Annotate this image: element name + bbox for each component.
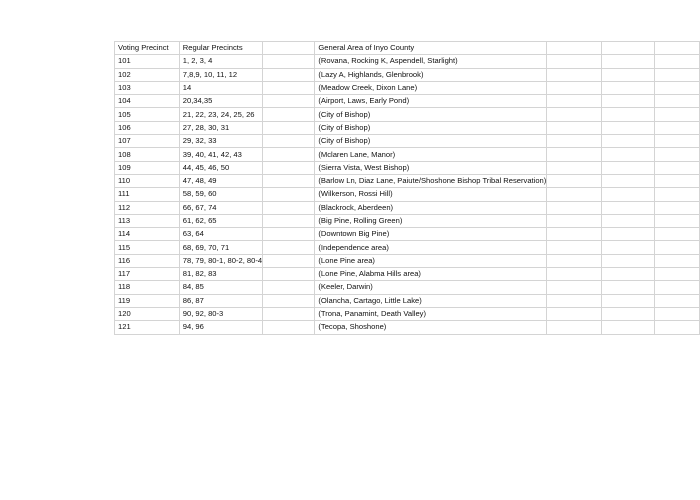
- voting-precinct-cell: 108: [115, 148, 180, 161]
- voting-precinct-cell: 117: [115, 268, 180, 281]
- empty-cell: [602, 281, 655, 294]
- voting-precinct-cell: 112: [115, 201, 180, 214]
- table-row: [115, 214, 700, 227]
- general-area-cell: (Big Pine, Rolling Green): [315, 214, 547, 227]
- regular-precincts-cell: 20,34,35: [179, 95, 262, 108]
- empty-cell: [602, 201, 655, 214]
- empty-cell: [263, 81, 315, 94]
- empty-cell: [547, 108, 602, 121]
- general-area-cell: (Lazy A, Highlands, Glenbrook): [315, 68, 547, 81]
- empty-cell: [547, 68, 602, 81]
- voting-precinct-cell: 119: [115, 294, 180, 307]
- empty-cell: [547, 42, 602, 55]
- empty-cell: [602, 68, 655, 81]
- empty-cell: [263, 294, 315, 307]
- voting-precinct-cell: 120: [115, 307, 180, 320]
- table-row: [115, 321, 700, 334]
- empty-cell: [263, 281, 315, 294]
- precinct-table: [114, 41, 700, 335]
- empty-cell: [547, 135, 602, 148]
- empty-cell: [263, 201, 315, 214]
- general-area-cell: (Trona, Panamint, Death Valley): [315, 307, 547, 320]
- regular-precincts-cell: 29, 32, 33: [179, 135, 262, 148]
- empty-cell: [655, 201, 700, 214]
- table-row: [115, 68, 700, 81]
- table-row: [115, 201, 700, 214]
- table-row: [115, 174, 700, 187]
- general-area-cell: (Independence area): [315, 241, 547, 254]
- empty-cell: [655, 228, 700, 241]
- empty-cell: [263, 68, 315, 81]
- empty-cell: [655, 307, 700, 320]
- empty-cell: [602, 42, 655, 55]
- empty-cell: [602, 81, 655, 94]
- empty-cell: [602, 294, 655, 307]
- general-area-cell: (Lone Pine, Alabma Hills area): [315, 268, 547, 281]
- header-row: [115, 42, 700, 55]
- empty-cell: [547, 81, 602, 94]
- empty-cell: [655, 188, 700, 201]
- table-row: [115, 294, 700, 307]
- regular-precincts-cell: 78, 79, 80-1, 80-2, 80-4: [179, 254, 262, 267]
- empty-cell: [547, 294, 602, 307]
- header-general-area: General Area of Inyo County: [315, 42, 547, 55]
- regular-precincts-cell: 90, 92, 80-3: [179, 307, 262, 320]
- general-area-cell: (City of Bishop): [315, 135, 547, 148]
- empty-cell: [655, 81, 700, 94]
- regular-precincts-cell: 14: [179, 81, 262, 94]
- general-area-cell: (Tecopa, Shoshone): [315, 321, 547, 334]
- empty-cell: [547, 148, 602, 161]
- empty-cell: [602, 55, 655, 68]
- empty-cell: [547, 254, 602, 267]
- table-row: [115, 228, 700, 241]
- voting-precinct-cell: 113: [115, 214, 180, 227]
- empty-cell: [547, 281, 602, 294]
- regular-precincts-cell: 27, 28, 30, 31: [179, 121, 262, 134]
- empty-cell: [547, 307, 602, 320]
- table-row: [115, 108, 700, 121]
- regular-precincts-cell: 61, 62, 65: [179, 214, 262, 227]
- empty-cell: [547, 268, 602, 281]
- general-area-cell: (Olancha, Cartago, Little Lake): [315, 294, 547, 307]
- table-row: [115, 95, 700, 108]
- precinct-table-body: [115, 42, 700, 335]
- general-area-cell: (Lone Pine area): [315, 254, 547, 267]
- empty-cell: [602, 95, 655, 108]
- general-area-cell: (Rovana, Rocking K, Aspendell, Starlight): [315, 55, 547, 68]
- regular-precincts-cell: 84, 85: [179, 281, 262, 294]
- empty-cell: [263, 268, 315, 281]
- regular-precincts-cell: 21, 22, 23, 24, 25, 26: [179, 108, 262, 121]
- empty-cell: [547, 321, 602, 334]
- empty-cell: [602, 121, 655, 134]
- voting-precinct-cell: 103: [115, 81, 180, 94]
- general-area-cell: (City of Bishop): [315, 121, 547, 134]
- voting-precinct-cell: 109: [115, 161, 180, 174]
- empty-cell: [602, 307, 655, 320]
- regular-precincts-cell: 86, 87: [179, 294, 262, 307]
- voting-precinct-cell: 110: [115, 174, 180, 187]
- empty-cell: [263, 214, 315, 227]
- voting-precinct-cell: 106: [115, 121, 180, 134]
- empty-cell: [655, 268, 700, 281]
- table-row: [115, 268, 700, 281]
- empty-cell: [655, 254, 700, 267]
- empty-cell: [655, 174, 700, 187]
- general-area-cell: (Barlow Ln, Diaz Lane, Paiute/Shoshone Bishop Tribal Reservation): [315, 174, 547, 187]
- empty-cell: [602, 135, 655, 148]
- empty-cell: [602, 321, 655, 334]
- table-row: [115, 55, 700, 68]
- empty-cell: [547, 228, 602, 241]
- table-row: [115, 135, 700, 148]
- empty-cell: [655, 68, 700, 81]
- voting-precinct-cell: 102: [115, 68, 180, 81]
- general-area-cell: (Wilkerson, Rossi Hill): [315, 188, 547, 201]
- empty-cell: [655, 95, 700, 108]
- header-voting-precinct: Voting Precinct: [115, 42, 180, 55]
- empty-cell: [263, 108, 315, 121]
- empty-cell: [263, 161, 315, 174]
- table-row: [115, 81, 700, 94]
- empty-cell: [655, 135, 700, 148]
- general-area-cell: (City of Bishop): [315, 108, 547, 121]
- table-row: [115, 241, 700, 254]
- general-area-cell: (Downtown Big Pine): [315, 228, 547, 241]
- empty-cell: [547, 121, 602, 134]
- header-regular-precincts: Regular Precincts: [179, 42, 262, 55]
- empty-cell: [602, 214, 655, 227]
- empty-cell: [263, 42, 315, 55]
- empty-cell: [263, 121, 315, 134]
- empty-cell: [602, 148, 655, 161]
- regular-precincts-cell: 81, 82, 83: [179, 268, 262, 281]
- regular-precincts-cell: 44, 45, 46, 50: [179, 161, 262, 174]
- empty-cell: [602, 188, 655, 201]
- voting-precinct-cell: 115: [115, 241, 180, 254]
- regular-precincts-cell: 58, 59, 60: [179, 188, 262, 201]
- empty-cell: [602, 241, 655, 254]
- voting-precinct-cell: 104: [115, 95, 180, 108]
- general-area-cell: (Mclaren Lane, Manor): [315, 148, 547, 161]
- empty-cell: [547, 201, 602, 214]
- empty-cell: [602, 228, 655, 241]
- empty-cell: [602, 254, 655, 267]
- empty-cell: [655, 55, 700, 68]
- empty-cell: [655, 161, 700, 174]
- regular-precincts-cell: 47, 48, 49: [179, 174, 262, 187]
- empty-cell: [263, 228, 315, 241]
- regular-precincts-cell: 63, 64: [179, 228, 262, 241]
- empty-cell: [655, 214, 700, 227]
- empty-cell: [547, 161, 602, 174]
- voting-precinct-cell: 105: [115, 108, 180, 121]
- table-row: [115, 188, 700, 201]
- general-area-cell: (Keeler, Darwin): [315, 281, 547, 294]
- voting-precinct-cell: 114: [115, 228, 180, 241]
- regular-precincts-cell: 1, 2, 3, 4: [179, 55, 262, 68]
- empty-cell: [602, 174, 655, 187]
- empty-cell: [602, 268, 655, 281]
- empty-cell: [263, 148, 315, 161]
- empty-cell: [547, 188, 602, 201]
- regular-precincts-cell: 66, 67, 74: [179, 201, 262, 214]
- spreadsheet-page: [114, 41, 700, 335]
- empty-cell: [655, 148, 700, 161]
- table-row: [115, 307, 700, 320]
- empty-cell: [263, 55, 315, 68]
- empty-cell: [263, 254, 315, 267]
- voting-precinct-cell: 101: [115, 55, 180, 68]
- empty-cell: [547, 174, 602, 187]
- regular-precincts-cell: 94, 96: [179, 321, 262, 334]
- empty-cell: [547, 55, 602, 68]
- table-row: [115, 254, 700, 267]
- voting-precinct-cell: 107: [115, 135, 180, 148]
- general-area-cell: (Airport, Laws, Early Pond): [315, 95, 547, 108]
- empty-cell: [547, 95, 602, 108]
- voting-precinct-cell: 111: [115, 188, 180, 201]
- table-row: [115, 281, 700, 294]
- voting-precinct-cell: 116: [115, 254, 180, 267]
- table-row: [115, 161, 700, 174]
- empty-cell: [263, 135, 315, 148]
- empty-cell: [655, 294, 700, 307]
- empty-cell: [655, 281, 700, 294]
- regular-precincts-cell: 39, 40, 41, 42, 43: [179, 148, 262, 161]
- table-row: [115, 121, 700, 134]
- voting-precinct-cell: 121: [115, 321, 180, 334]
- general-area-cell: (Meadow Creek, Dixon Lane): [315, 81, 547, 94]
- empty-cell: [263, 188, 315, 201]
- general-area-cell: (Blackrock, Aberdeen): [315, 201, 547, 214]
- empty-cell: [263, 174, 315, 187]
- empty-cell: [602, 161, 655, 174]
- empty-cell: [655, 321, 700, 334]
- empty-cell: [602, 108, 655, 121]
- general-area-cell: (Sierra Vista, West Bishop): [315, 161, 547, 174]
- table-row: [115, 148, 700, 161]
- regular-precincts-cell: 68, 69, 70, 71: [179, 241, 262, 254]
- empty-cell: [655, 42, 700, 55]
- empty-cell: [263, 241, 315, 254]
- empty-cell: [263, 321, 315, 334]
- empty-cell: [655, 121, 700, 134]
- empty-cell: [655, 108, 700, 121]
- empty-cell: [655, 241, 700, 254]
- empty-cell: [547, 241, 602, 254]
- regular-precincts-cell: 7,8,9, 10, 11, 12: [179, 68, 262, 81]
- empty-cell: [263, 95, 315, 108]
- voting-precinct-cell: 118: [115, 281, 180, 294]
- empty-cell: [547, 214, 602, 227]
- empty-cell: [263, 307, 315, 320]
